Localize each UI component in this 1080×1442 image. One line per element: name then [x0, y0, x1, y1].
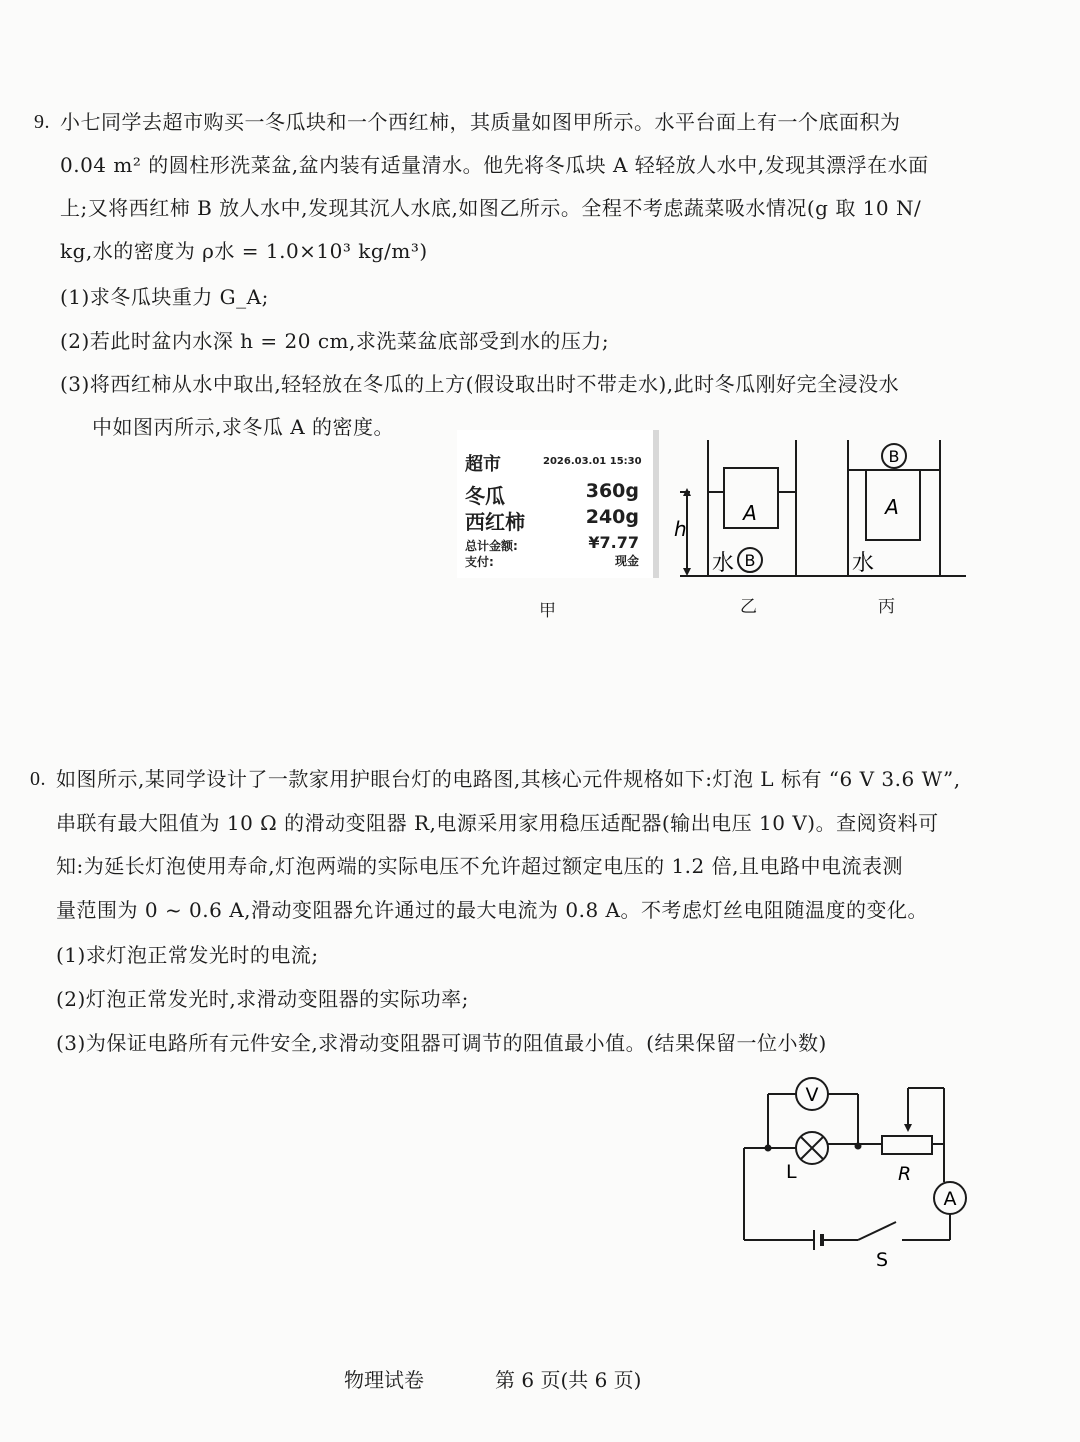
q10-sub-3: (3)为保证电路所有元件安全,求滑动变阻器可调节的阻值最小值。(结果保留一位小数)	[56, 1031, 827, 1055]
label-a-yi: A	[743, 501, 757, 525]
junction-left	[765, 1145, 772, 1152]
label-switch: S	[876, 1249, 889, 1270]
receipt-datetime: 2026.03.01 15:30	[543, 456, 642, 467]
q9-line-2: 0.04 m² 的圆柱形洗菜盆,盆内装有适量清水。他先将冬瓜块 A 轻轻放人水中,发现其漂浮在水面	[60, 153, 929, 177]
caption-bing: 丙	[878, 597, 895, 617]
label-rheostat: R	[898, 1163, 912, 1185]
q10-line-4: 量范围为 0 ~ 0.6 A,滑动变阻器允许通过的最大电流为 0.8 A。不考虑灯丝电阻随温度的变化。	[56, 898, 928, 922]
junction-right	[855, 1143, 862, 1150]
q10-line-2: 串联有最大阻值为 10 Ω 的滑动变阻器 R,电源采用家用稳压适配器(输出电压 10 V)。查阅资料可	[56, 811, 939, 835]
q9-sub-2: (2)若此时盆内水深 h = 20 cm,求洗菜盆底部受到水的压力;	[60, 329, 610, 353]
caption-yi: 乙	[740, 597, 757, 617]
q10-line-3: 知:为延长灯泡使用寿命,灯泡两端的实际电压不允许超过额定电压的 1.2 倍,且电路中电流表测	[56, 854, 903, 878]
receipt-store: 超市	[465, 454, 501, 475]
depth-arrow-down	[683, 568, 691, 576]
label-b-bing: B	[888, 447, 900, 466]
q9-sub-1: (1)求冬瓜块重力 G_A;	[60, 285, 269, 309]
q9-sub-3a: (3)将西红柿从水中取出,轻轻放在冬瓜的上方(假设取出时不带走水),此时冬瓜刚好完全浸没水	[60, 372, 900, 396]
footer-page: 第 6 页(共 6 页)	[495, 1368, 642, 1392]
label-b-yi: B	[744, 551, 756, 570]
receipt-total-label: 总计金额:	[465, 539, 518, 553]
receipt-pay-value: 现金	[614, 554, 639, 568]
rheostat-slider-arrow	[904, 1124, 912, 1132]
receipt-figure	[457, 430, 659, 578]
figure-basins	[660, 430, 980, 590]
q10-sub-1: (1)求灯泡正常发光时的电流;	[56, 943, 319, 967]
q9-sub-3b: 中如图丙所示,求冬瓜 A 的密度。	[92, 415, 395, 439]
q10-number: 0.	[30, 768, 46, 790]
label-depth-h: h	[674, 517, 687, 541]
receipt-item2-name: 西红柿	[465, 510, 525, 534]
q10-sub-2: (2)灯泡正常发光时,求滑动变阻器的实际功率;	[56, 987, 469, 1011]
rheostat-box	[882, 1136, 932, 1154]
footer-subject: 物理试卷	[344, 1368, 424, 1392]
caption-jia: 甲	[539, 601, 556, 621]
q9-number: 9.	[34, 111, 50, 133]
label-voltmeter: V	[805, 1084, 819, 1106]
switch-blade	[858, 1222, 896, 1240]
q9-line-4: kg,水的密度为 ρ水 = 1.0×10³ kg/m³)	[60, 239, 428, 263]
q10-line-1: 如图所示,某同学设计了一款家用护眼台灯的电路图,其核心元件规格如下:灯泡 L 标有 “6 V 3.6 W”,	[56, 767, 961, 791]
label-a-bing: A	[885, 495, 899, 519]
label-water-bing: 水	[852, 551, 875, 576]
q9-line-1: 小七同学去超市购买一冬瓜块和一个西红柿，其质量如图甲所示。水平台面上有一个底面积为	[60, 110, 901, 134]
receipt-item1-mass: 360g	[585, 480, 639, 502]
receipt-total-value: ¥7.77	[588, 533, 639, 552]
label-lamp: L	[786, 1161, 797, 1183]
receipt-item2-mass: 240g	[585, 506, 639, 528]
q9-line-3: 上;又将西红柿 B 放人水中,发现其沉人水底,如图乙所示。全程不考虑蔬菜吸水情况(g 取 10 N/	[60, 196, 922, 220]
label-ammeter: A	[943, 1188, 957, 1210]
circuit-diagram	[730, 1070, 980, 1270]
receipt-pay-label: 支付:	[465, 555, 494, 569]
label-water-yi: 水	[712, 551, 735, 576]
receipt-item1-name: 冬瓜	[465, 484, 505, 508]
